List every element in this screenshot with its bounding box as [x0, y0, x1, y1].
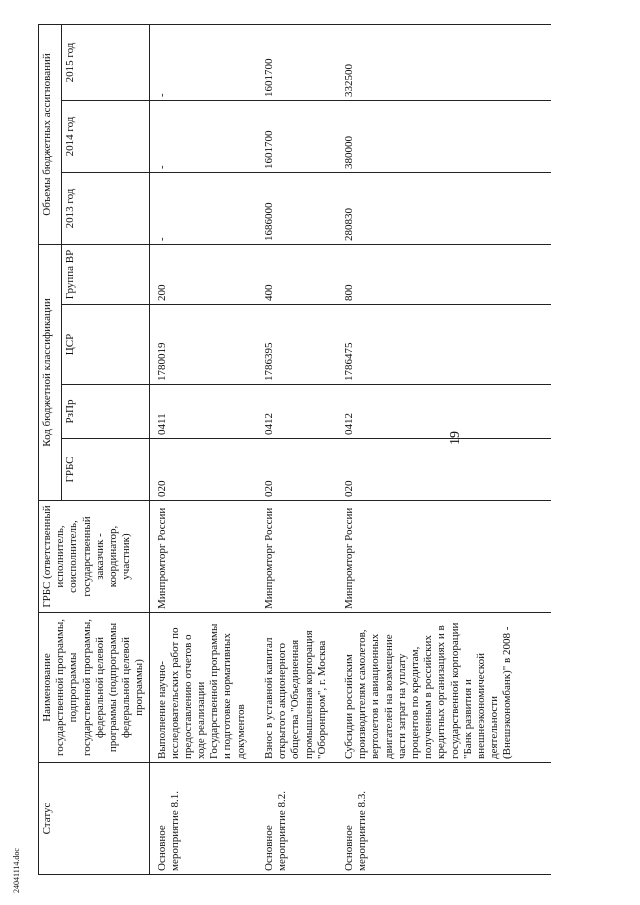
budget-table	[38, 24, 551, 875]
table-row	[261, 24, 341, 874]
col-2015: 2015 год	[61, 24, 149, 100]
row-grbs: 020	[261, 439, 341, 501]
row-2014: 380000	[341, 100, 551, 172]
row-grbs: 020	[341, 439, 551, 501]
row-grbs-name: Минпромторг России	[341, 501, 551, 613]
row-2013: 1686000	[261, 172, 341, 244]
table-row	[341, 24, 551, 874]
row-name: Субсидии российским производителям самолетов, вертолетов и авиационных двигателей на возмещение части затрат на уплату процентов по кредитам, полученным в российских кредитных организациях и в государственной корпорации "Банк развития и внешнеэкономической деятельности (Внешэкономбанк)" в 2008 -	[341, 613, 551, 763]
file-name: 24041114.doc	[12, 848, 21, 893]
row-rzpr: 0412	[341, 385, 551, 439]
row-vr: 200	[149, 244, 261, 304]
row-2015: -	[149, 24, 261, 100]
row-2015: 332500	[341, 24, 551, 100]
col-2013: 2013 год	[61, 172, 149, 244]
col-rzpr: РзПр	[61, 385, 149, 439]
row-2013: -	[149, 172, 261, 244]
row-2015: 1601700	[261, 24, 341, 100]
row-csr: 1780019	[149, 305, 261, 385]
row-name: Взнос в уставной капитал открытого акционерного общества "Объединенная промышленная корпорация "Оборонпром", г. Москва	[261, 613, 341, 763]
row-status: Основное мероприятие 8.3.	[341, 763, 551, 875]
row-rzpr: 0412	[261, 385, 341, 439]
row-grbs-name: Минпромторг России	[261, 501, 341, 613]
col-grbs-role: ГРБС (ответственный исполнитель, соисполнитель, государственный заказчик - координатор, участник)	[39, 501, 150, 613]
col-vr: Группа ВР	[61, 244, 149, 304]
row-vr: 400	[261, 244, 341, 304]
col-2014: 2014 год	[61, 100, 149, 172]
row-grbs-name: Минпромторг России	[149, 501, 261, 613]
col-volumes: Объемы бюджетных ассигнований	[39, 24, 62, 244]
col-grbs: ГРБС	[61, 439, 149, 501]
row-2014: 1601700	[261, 100, 341, 172]
col-csr: ЦСР	[61, 305, 149, 385]
col-status: Статус	[39, 763, 150, 875]
row-name: Выполнение научно-исследовательских работ по предоставлению отчетов о ходе реализации Государственной программы и подготовке нормативных документов	[149, 613, 261, 763]
table-row	[149, 24, 261, 874]
page-number: 19	[448, 431, 463, 445]
col-budget-code: Код бюджетной классификации	[39, 244, 62, 500]
row-grbs: 020	[149, 439, 261, 501]
row-2014: -	[149, 100, 261, 172]
row-status: Основное мероприятие 8.1.	[149, 763, 261, 875]
col-name: Наименование государственной программы, подпрограммы государственной программы, федеральной целевой программы (подпрограммы федеральной целевой программы)	[39, 613, 150, 763]
row-2013: 280830	[341, 172, 551, 244]
row-vr: 800	[341, 244, 551, 304]
row-rzpr: 0411	[149, 385, 261, 439]
row-csr: 1786475	[341, 305, 551, 385]
row-status: Основное мероприятие 8.2.	[261, 763, 341, 875]
row-csr: 1786395	[261, 305, 341, 385]
